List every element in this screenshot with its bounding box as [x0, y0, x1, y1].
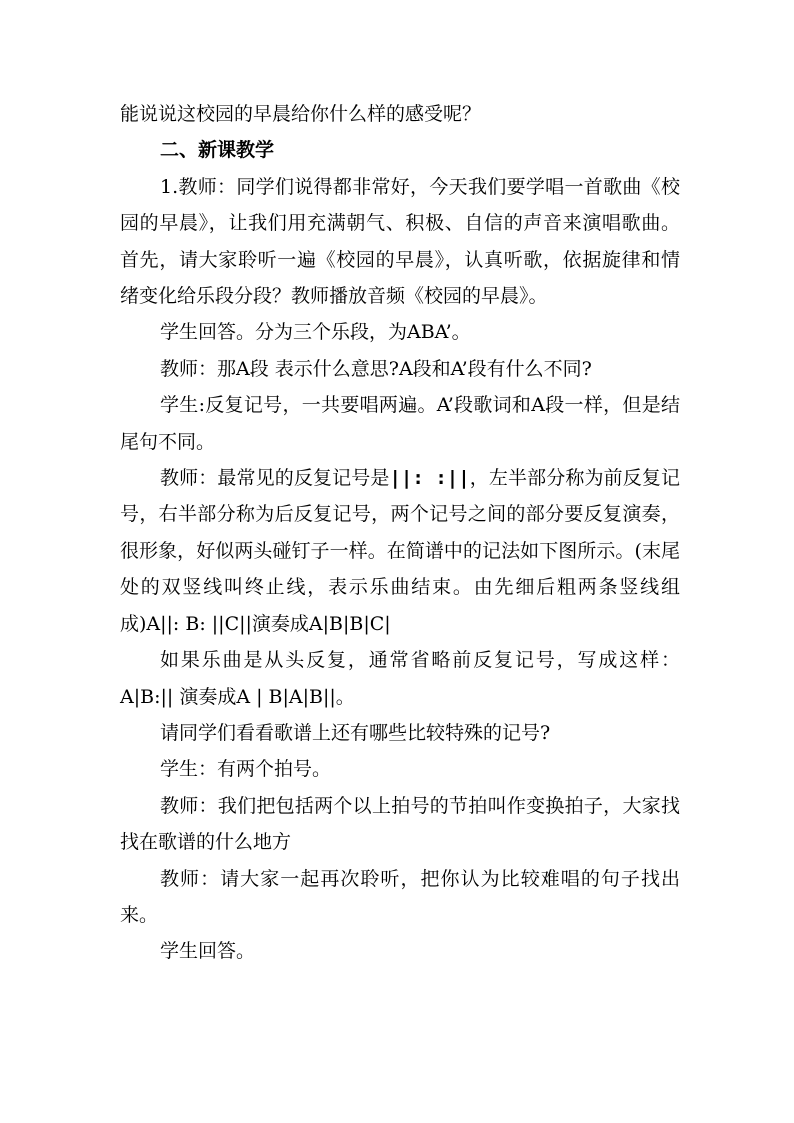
- paragraph-teacher-changing-meter: 教师：我们把包括两个以上拍号的节拍叫作变换拍子，大家找找在歌谱的什么地方: [120, 794, 680, 854]
- paragraph-special-marks-question: 请同学们看看歌谱上还有哪些比较特殊的记号?: [160, 721, 551, 744]
- paragraph-teacher-listen-again: 教师：请大家一起再次聆听，把你认为比较难唱的句子找出来。: [120, 867, 680, 926]
- document-body: [120, 96, 680, 970]
- section-heading-new-lesson: 二、新课教学: [160, 139, 275, 162]
- paragraph-intro-question: 能说说这校园的早晨给你什么样的感受呢？: [120, 103, 482, 125]
- repeat-text-before: 教师：最常见的反复记号是: [160, 467, 390, 490]
- paragraph-from-start-repeat: 如果乐曲是从头反复，通常省略前反复记号，写成这样：A|B:|| 演奏成A | B|A|B||。: [120, 649, 680, 708]
- paragraph-teacher-repeat-explanation: [120, 460, 680, 642]
- repeat-text-after: ，左半部分称为前反复记号，右半部分称为后反复记号，两个记号之间的部分要反复演奏，很形象，好似两头碰钉子一样。在简谱中的记法如下图所示。(末尾处的双竖线叫终止线，表示乐曲结束。由先细后粗两条竖线组成)A||: B: ||C||演奏成A|B|B|C|: [120, 467, 680, 635]
- paragraph-student-repeat-sign: 学生:反复记号，一共要唱两遍。A’段歌词和A段一样，但是结尾句不同。: [120, 394, 680, 453]
- paragraph-student-answer-final: 学生回答。: [160, 940, 256, 963]
- repeat-sign-symbol: ||: :||: [389, 467, 470, 490]
- paragraph-teacher-intro: 1.教师：同学们说得都非常好，今天我们要学唱一首歌曲《校园的早晨》，让我们用充满朝气、积极、自信的声音来演唱歌曲。首先，请大家聆听一遍《校园的早晨》，认真听歌，依据旋律和情绪变化给乐段分段？教师播放音频《校园的早晨》。: [120, 175, 680, 308]
- paragraph-student-answer-sections: 学生回答。分为三个乐段，为ABA’。: [160, 321, 471, 344]
- paragraph-student-time-signatures: 学生：有两个拍号。: [160, 758, 332, 781]
- paragraph-teacher-question: 教师：那A段 表示什么意思?A段和A’段有什么不同?: [160, 357, 592, 380]
